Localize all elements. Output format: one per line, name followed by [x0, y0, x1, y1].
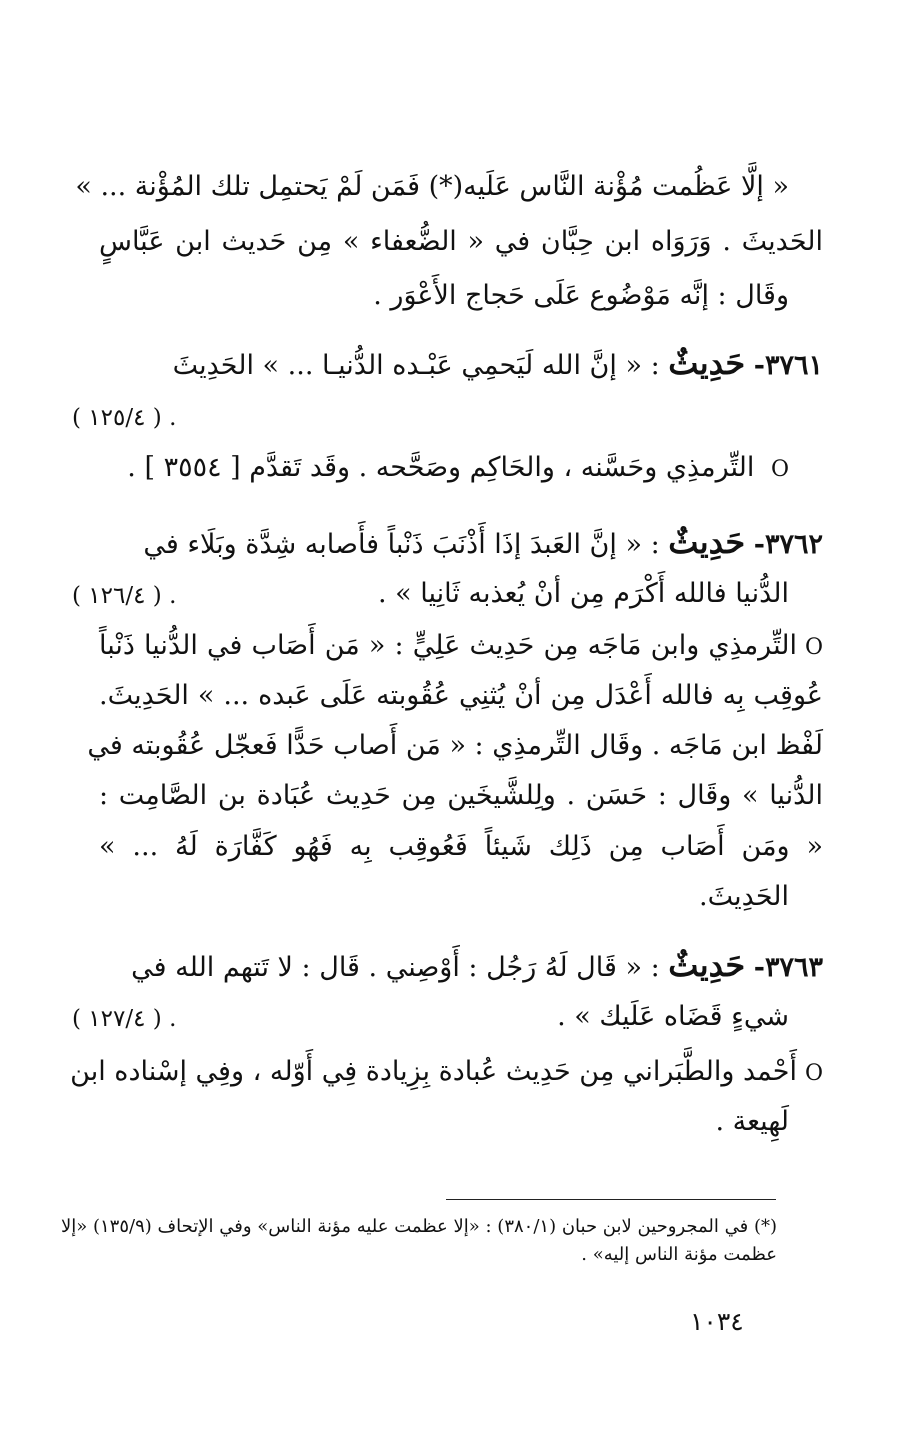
footnote-line-1: (*) في المجروحين لابن حبان (٣٨٠/١) : «إلا عظمت عليه مؤنة الناس» وفي الإتحاف (١٣٥/٩) «إلا [60, 1216, 777, 1237]
entry-3762-note-line-5: « ومَن أَصَاب مِن ذَلِك شَيئاً فَعُوقِب بِه فَهُو كَفَّارَة لَهُ ... » [99, 831, 823, 862]
footnote-divider [446, 1199, 776, 1200]
entry-number: ٣٧٦٢- [753, 529, 823, 560]
hadith-label: حَدِيثٌ [668, 946, 746, 984]
entry-3762-reference: . ( ١٢٦/٤ ) [72, 583, 177, 609]
entry-3763-heading [99, 945, 823, 988]
hadith-text: : « إنَّ الله لَيَحمِي عَبْـده الدُّنيـا ... » الحَدِيثَ [172, 350, 660, 381]
entry-3761-note [129, 448, 789, 490]
entry-3762-note-line-2: عُوقِب بِه فالله أَعْدَل مِن أنْ يُثنِي عُقُوبته عَلَى عَبده ... » الحَدِيثَ. [99, 680, 823, 711]
note-text: التِّرمذِي وحَسَّنه ، والحَاكِم وصَحَّحه . وقَد تَقدَّم [ ٣٥٥٤ ] . [127, 452, 755, 483]
entry-3762-note-line-6: الحَدِيثَ. [699, 881, 789, 912]
intro-line-1: « إلَّا عَظُمت مُؤْنة النَّاس عَلَيه(*) فَمَن لَمْ يَحتمِل تلك المُؤْنة ... » [75, 171, 789, 202]
hadith-text: : « قَال لَهُ رَجُل : أَوْصِني . قَال : لا تَتهم الله في [131, 952, 660, 983]
entry-3761-heading [99, 343, 823, 386]
entry-3763-line-2: شيءٍ قَضَاه عَلَيك » . [557, 1001, 789, 1032]
entry-3763-reference: . ( ١٢٧/٤ ) [72, 1006, 177, 1032]
entry-number: ٣٧٦١- [753, 350, 823, 381]
intro-line-2: الحَديثَ . وَرَوَاه ابن حِبَّان في « الضُّعفاء » مِن حَديث ابن عَبَّاسٍ [99, 226, 823, 257]
entry-3762-note-line-4: الدُّنيا » وقَال : حَسَن . ولِلشَّيخَين مِن حَدِيث عُبَادة بن الصَّامِت : [99, 780, 823, 811]
hadith-label: حَدِيثٌ [668, 344, 746, 382]
hadith-label: حَدِيثٌ [668, 523, 746, 561]
page-number: ١٠٣٤ [690, 1307, 744, 1336]
entry-3762-note-line-1 [99, 626, 823, 668]
entry-3762-note-line-3: لَفْظ ابن مَاجَه . وقَال التِّرمذِي : « مَن أَصاب حَدًّا فَعجّل عُقُوبته في [87, 730, 823, 761]
entry-3763-note-line-2: لَهِيعة . [715, 1106, 789, 1137]
note-text: التِّرمذِي وابن مَاجَه مِن حَدِيث عَلِيٍّ : « مَن أَصَاب في الدُّنيا ذَنْباً [99, 630, 797, 661]
entry-3762-heading [99, 522, 823, 565]
entry-3761-reference: . ( ١٢٥/٤ ) [72, 405, 177, 431]
entry-3762-line-2: الدُّنيا فالله أَكْرَم مِن أنْ يُعذبه ثَانِيا » . [378, 578, 789, 609]
entry-3763-note-line-1 [70, 1052, 823, 1094]
footnote-line-2: عظمت مؤنة الناس إليه» . [581, 1244, 777, 1265]
circle-bullet-icon: O [804, 635, 823, 660]
entry-number: ٣٧٦٣- [753, 952, 823, 983]
note-text: أَحْمد والطَّبَراني مِن حَدِيث عُبادة بِزِيادة فِي أَوّله ، وفِي إسْناده ابن [70, 1056, 797, 1087]
intro-line-3: وقَال : إنَّه مَوْضُوع عَلَى حَجاج الأَعْوَر . [373, 280, 789, 311]
circle-bullet-icon: O [804, 1061, 823, 1086]
circle-bullet-icon: O [770, 457, 789, 482]
hadith-text: : « إنَّ العَبدَ إذَا أَذْنَبَ ذَنْباً فأَصابه شِدَّة وبَلَاء في [143, 529, 660, 560]
